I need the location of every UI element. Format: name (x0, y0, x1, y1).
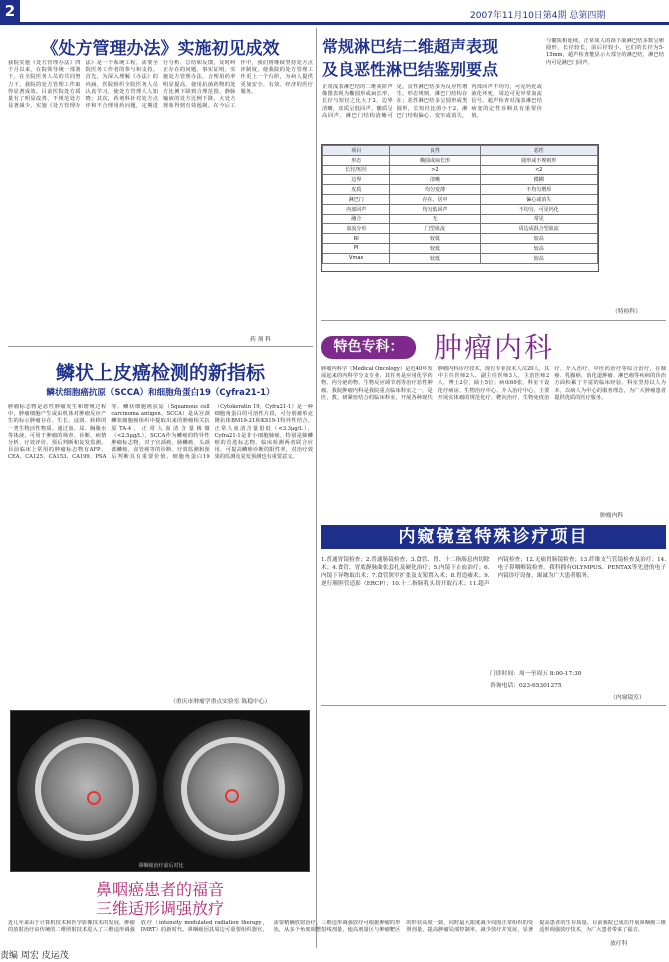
table-cell: 内部回声 (323, 204, 390, 214)
table-cell: 较高 (480, 234, 597, 244)
page-number: 2 (0, 0, 20, 22)
article1-body: 我院实施《处方管理办法》四个月以来，在院领导统一部署下，在全院医务人员的共同努力下，我院的处方管理工作取得显著成效。目前医院处方质量有了明显改善，不规范处方显著减少。实施《处方管理办法》是一个系统工程，需要全院医务工作者的参与和支持。首先，为深入理解《办法》的内涵，医院组织全院医务人员认真学习，使处方管理人人知晓；其次，药剂科针对处方点评和不合理用药问题，定期进行分析、总结和反馈，及时纠正存在的问题。事实证明，实施处方管理办法，合理用药率明显提高，使用抗菌药物的处方比例下降到合理范围，静脉输液的处方比例下降，大处方现象得到有效遏制。在今后工作中，我们将继续坚持处方点评制度，使我院的处方管理工作更上一个台阶，为病人提供更加安全、有效、经济的医疗服务。 (8, 60, 313, 110)
specialty-signature: 肿瘤内科 (600, 513, 624, 519)
article2-title-line1: 常规淋巴结二维超声表现 (322, 37, 499, 56)
article4-signature: 放疗科 (610, 941, 628, 947)
table-cell: 长径/短径 (323, 165, 390, 175)
table-cell: Vmax (323, 253, 390, 263)
article3-body: 肿瘤标志物是恶性肿瘤发生和增殖过程中，肿瘤细胞产生或由机体对肿瘤反应产生的标示肿瘤存在、生长、浸润、转移的一类生物活性物质。通过血、尿、胸腹水等体液，可用于肿瘤的筛查、诊断、病情分析、疗效评价、预后判断和复发监测。目前临床上常用的肿瘤标志物有AFP、CEA、CA125、CA153、CA199、PSA等。鳞状细胞癌抗原（Squamous cell carcinoma antigen，SCCA）是从宫颈鳞状细胞癌组织中提取出来的肿瘤相关抗原TA-4，正常人血清含量极微（<2.5μg/L），SCCA作为鳞癌的特异性肿瘤标志物，对子宫颈癌、肺鳞癌、头颈部鳞癌、食管癌等的诊断、疗效监测和预后判断具有重要价值。细胞角蛋白19（Cytokeratin 19，Cyfra21-1）是一种细胞角蛋白的可溶性片段，可分别被单克隆抗体BM19-21和KS19-1特异性结合。正常人血清含量很低（<3.3μg/L），Cyfra21-1是非小细胞肺癌，特别是肺鳞癌的首选标志物。临床检测两者联合应用，可提高鳞癌诊断的阳性率，对治疗效果的监测及复发预测也有重要意义。 (8, 404, 313, 461)
table-cell: 边界 (323, 175, 390, 185)
scan-caption: 鼻咽癌治疗前后对比 (138, 863, 184, 869)
tumor-marker (225, 789, 239, 803)
table-cell: 均匀低回声 (390, 204, 480, 214)
table-cell: 模糊 (480, 175, 597, 185)
table-cell: 门型血流 (390, 224, 480, 234)
article1-divider (8, 346, 313, 347)
table-cell: 淋巴门 (323, 194, 390, 204)
article2-signature: （特检科） (612, 309, 641, 315)
specialty-tag: 特色专科： (321, 336, 416, 359)
article3-signature: （重庆市肿瘤学重点实验室 陈稳中心） (170, 699, 271, 705)
endoscopy-items: 1.普通胃镜检查；2.普通肠镜检查；3.食管、胃、十二指肠息肉切除术；4.食管、胃底静脉曲张套扎及硬化治疗；5.内镜下止血治疗；6.内镜下异物取出术；7.食管狭窄扩张及支架置入术；8.胃造瘘术；9.逆行胰胆管造影（ERCP）；10.十二指肠乳头切开取石术；11.超声内镜检查；12.无痛胃肠镜检查；13.纤维支气管镜检查及治疗；14.电子鼻咽喉镜检查。我科拥有OLYMPUS、PENTAX等先进的电子内镜诊疗设备，竭诚为广大患者服务。 (321, 557, 666, 587)
lymph-node-comparison-table (321, 144, 599, 272)
table-cell: 较低 (390, 253, 480, 263)
skull-ring (35, 737, 139, 841)
issue-info: 2007年11月10日第4期 总第四期 (470, 11, 606, 21)
endoscopy-signature: （内窥镜室） (610, 695, 645, 701)
table-row (323, 204, 598, 214)
table-row (323, 234, 598, 244)
article3-title: 鳞状上皮癌检测的新指标 (55, 362, 265, 384)
article2-side-text: 与髓质相延续。正常成人的颈下颌淋巴结多数呈卵圆形，长径较长，前后径较小，它们的长径为5-15mm，超声检查能显示大部分的淋巴结，淋巴结内可见淋巴门回声。 (546, 38, 664, 66)
table-cell: RI (323, 234, 390, 244)
lymph-table (322, 145, 598, 264)
table-row (323, 175, 598, 185)
ct-scan-after (163, 719, 303, 859)
table-header-cell: 项目 (323, 146, 390, 156)
editor-line: 责编 周宏 皮运茂 (0, 951, 69, 961)
table-cell: 皮质 (323, 185, 390, 195)
table-cell: >2 (390, 165, 480, 175)
table-row (323, 165, 598, 175)
table-cell: 圆形或不规则形 (480, 155, 597, 165)
table-cell: PI (323, 243, 390, 253)
table-cell: 较低 (390, 234, 480, 244)
table-row (323, 243, 598, 253)
tumor-marker (87, 791, 101, 805)
table-row (323, 185, 598, 195)
article2-body: 正常浅表淋巴结的二维灰阶声像图表现为椭圆形或扁长形，长径与短径之比大于2，边界清晰，皮质呈低回声，髓质呈高回声，淋巴门结构清晰可见。良性淋巴结多为反应性增生，形态规则，淋巴门结构存在；恶性淋巴结多呈圆形或类圆形，长短径比值小于2，淋巴门结构偏心、变窄或消失，内部回声不均匀，可见钙化或液化坏死，周边可见异常血流信号。超声检查对浅表淋巴结病变的定性诊断具有重要价值。 (322, 84, 542, 119)
endoscopy-phone: 咨询电话：023-65301275 (490, 683, 562, 689)
table-cell: 存在、居中 (390, 194, 480, 204)
endoscopy-divider (321, 705, 666, 706)
table-cell: 血流分布 (323, 224, 390, 234)
table-cell: 较低 (390, 243, 480, 253)
table-cell: 较高 (480, 253, 597, 263)
table-row (323, 194, 598, 204)
table-row (323, 253, 598, 263)
column-divider (316, 28, 317, 948)
table-cell: 形态 (323, 155, 390, 165)
table-cell: <2 (480, 165, 597, 175)
table-cell: 不均匀，可见钙化 (480, 204, 597, 214)
table-cell: 常见 (480, 214, 597, 224)
table-cell: 偏心或消失 (480, 194, 597, 204)
table-header-cell: 恶性 (480, 146, 597, 156)
table-row (323, 155, 598, 165)
table-cell: 融合 (323, 214, 390, 224)
table-cell: 无 (390, 214, 480, 224)
table-row (323, 214, 598, 224)
article2-title-line2: 及良恶性淋巴结鉴别要点 (322, 60, 499, 79)
table-cell: 周边或混合型血流 (480, 224, 597, 234)
specialty-body: 肿瘤内科学（Medical Oncology）是近40年发展起来的内科学分支专业，其任务是应用化学药物、内分泌药物、生物反应调节剂等治疗恶性肿瘤。我院肿瘤内科是我院重点临床科室之一，是医、教、研紧密结合的临床科室，开展各种现代肿瘤内科诊疗技术，现有专业技术人员20人，其中主任医师2人，副主任医师3人，主治医师2人，博士2位，硕士5位；病床60张，科室下设化疗病房、生物治疗中心、介入治疗中心。主要开展实体瘤的规范化疗、靶向治疗、生物免疫治疗、介入治疗、中医药治疗等综合治疗，在肺癌、乳腺癌、消化道肿瘤、淋巴瘤等疾病的诊治方面积累了丰富的临床经验。科室坚持以人为本，以病人为中心的服务理念，为广大肿瘤患者提供优质的医疗服务。 (321, 366, 666, 401)
table-row (323, 224, 598, 234)
specialty-title: 肿瘤内科 (434, 331, 555, 364)
ct-scan-before (17, 719, 157, 859)
table-cell: 不均匀增厚 (480, 185, 597, 195)
endoscopy-hours: 门诊时间：周一至周五 8:00-17:30 (490, 671, 582, 677)
table-cell: 较高 (480, 243, 597, 253)
article4-title-line1: 鼻咽癌患者的福音 (95, 880, 224, 899)
article1-title: 《处方管理办法》实施初见成效 (41, 39, 280, 59)
endoscopy-title: 内窥镜室特殊诊疗项目 (321, 525, 666, 549)
header-rule (0, 22, 669, 25)
table-cell: 均匀变薄 (390, 185, 480, 195)
article4-title (20, 880, 300, 918)
article2-divider (321, 320, 666, 321)
table-cell: 椭圆或扁长形 (390, 155, 480, 165)
article4-body: 近几年来由于计算机技术和医学影像技术的发展，肿瘤的放射治疗由传统的二维照射技术进入了三维适形调强放疗（intensity modulated radiation therapy，IMRT）的新时代。鼻咽癌因其周边可重要组织器官，需要精确放射治疗。三维适形调强放疗可根据肿瘤的形状，从多个角度调整射线剂量，使高剂量区与肿瘤靶区的形状高度一致，同时最大限度减少周围正常组织的受照剂量，提高肿瘤局部控制率，减少放疗并发症，显著提高患者的生存质量。目前我院已成功开展鼻咽癌三维适形调强放疗技术，为广大患者带来了福音。 (8, 920, 666, 934)
article3-subtitle: 鳞状细胞癌抗原（SCCA）和细胞角蛋白19（Cyfra21-1） (46, 388, 275, 398)
table-header-cell: 良性 (390, 146, 480, 156)
article4-title-line2: 三维适形调强放疗 (95, 899, 224, 918)
ct-scan-comparison-image (10, 710, 310, 872)
table-cell: 清晰 (390, 175, 480, 185)
article1-signature: 药 剂 科 (250, 337, 272, 343)
